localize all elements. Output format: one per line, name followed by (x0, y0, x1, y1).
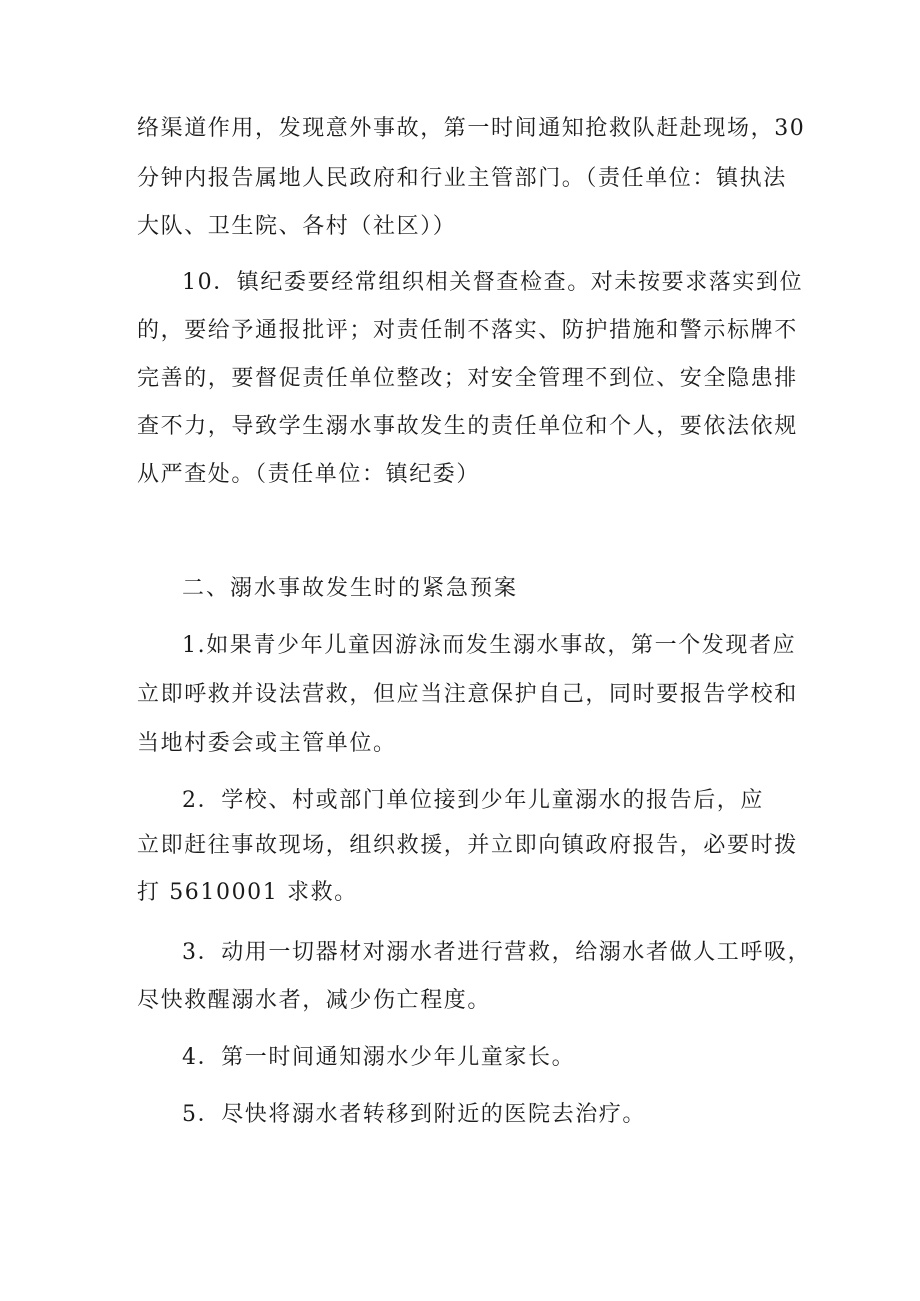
item-3-first-line: 3．动用一切器材对溺水者进行营救，给溺水者做人工呼吸， (182, 940, 812, 965)
text-line: 打 5610001 求救。 (137, 880, 358, 905)
paragraph-10-first-line: 10．镇纪委要经常组织相关督查检查。对未按要求落实到位 (182, 270, 804, 295)
item-2-first-line: 2．学校、村或部门单位接到少年儿童溺水的报告后，应 (182, 788, 764, 813)
text-line: 当地村委会或主管单位。 (137, 731, 397, 756)
text-line: 立即呼救并设法营救，但应当注意保护自己，同时要报告学校和 (137, 682, 798, 707)
text-line: 络渠道作用，发现意外事故，第一时间通知抢救队赶赴现场，30 (137, 116, 806, 141)
text-line: 查不力，导致学生溺水事故发生的责任单位和个人，要依法依规 (137, 414, 798, 439)
text-line: 分钟内报告属地人民政府和行业主管部门。（责任单位：镇执法 (137, 166, 787, 191)
text-line: 完善的，要督促责任单位整改；对安全管理不到位、安全隐患排 (137, 366, 798, 391)
text-line: 立即赶往事故现场，组织救援，并立即向镇政府报告，必要时拨 (137, 833, 798, 858)
text-line: 的，要给予通报批评；对责任制不落实、防护措施和警示标牌不 (137, 318, 798, 343)
section-heading: 二、溺水事故发生时的紧急预案 (182, 576, 519, 601)
item-5: 5．尽快将溺水者转移到附近的医院去治疗。 (182, 1102, 646, 1127)
text-line: 尽快救醒溺水者，减少伤亡程度。 (137, 988, 492, 1013)
text-line: 从严查处。（责任单位：镇纪委） (137, 462, 481, 487)
text-line: 大队、卫生院、各村（社区）） (137, 214, 457, 239)
item-1-first-line: 1.如果青少年儿童因游泳而发生溺水事故，第一个发现者应 (182, 633, 797, 658)
item-4: 4．第一时间通知溺水少年儿童家长。 (182, 1045, 576, 1070)
